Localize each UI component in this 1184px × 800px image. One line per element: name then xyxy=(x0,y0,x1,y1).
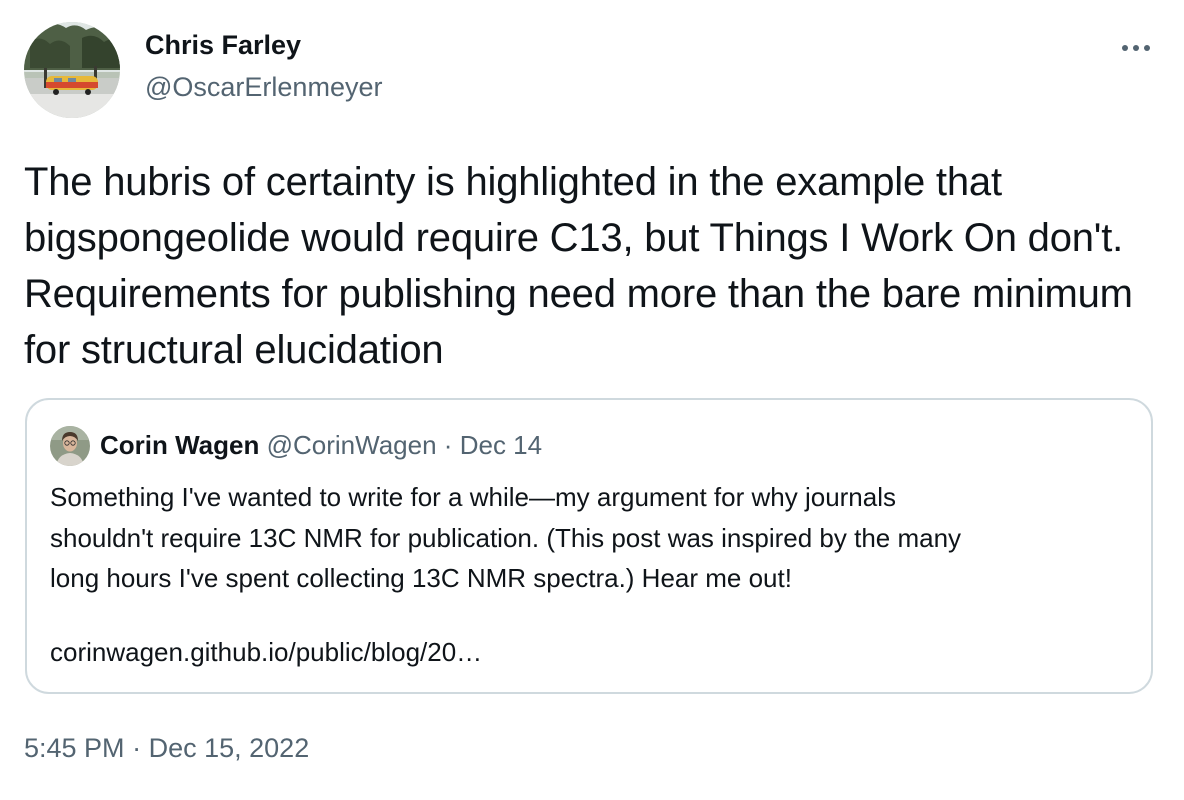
author-avatar[interactable] xyxy=(24,22,120,118)
quoted-author-handle[interactable]: @CorinWagen xyxy=(266,430,437,460)
more-options-ellipsis-icon xyxy=(1121,44,1151,52)
timestamp-date[interactable]: Dec 15, 2022 xyxy=(148,733,310,763)
author-name[interactable]: Chris Farley xyxy=(145,30,302,60)
quoted-tweet-header xyxy=(100,430,542,461)
tweet-text: The hubris of certainty is highlighted in the example that bigspongeolide would require C13, but Things I Work On don't. Requirements for publishing need more than the bare minimum for structural elucidation xyxy=(24,160,1133,372)
quoted-text-line: shouldn't require 13C NMR for publication. (This post was inspired by the many xyxy=(50,522,962,553)
quoted-tweet-text xyxy=(50,477,1130,599)
quoted-author-name[interactable]: Corin Wagen xyxy=(100,430,260,460)
quoted-tweet-link[interactable]: corinwagen.github.io/public/blog/20… xyxy=(50,637,483,667)
header-separator: · xyxy=(443,430,453,460)
tweet-timestamp xyxy=(24,733,309,764)
timestamp-separator: · xyxy=(132,733,142,763)
quoted-text-line: Something I've wanted to write for a while—my argument for why journals xyxy=(50,482,897,512)
quoted-profile-photo-icon xyxy=(50,426,90,466)
quoted-author-avatar[interactable] xyxy=(50,426,90,466)
profile-photo-avatar-icon xyxy=(24,22,120,118)
quoted-tweet-date[interactable]: Dec 14 xyxy=(459,430,543,460)
quoted-text-line: long hours I've spent collecting 13C NMR spectra.) Hear me out! xyxy=(50,563,792,593)
author-handle[interactable]: @OscarErlenmeyer xyxy=(145,72,383,102)
more-options-button[interactable] xyxy=(1112,32,1160,64)
quoted-tweet[interactable] xyxy=(25,398,1153,694)
timestamp-time[interactable]: 5:45 PM xyxy=(24,733,125,763)
